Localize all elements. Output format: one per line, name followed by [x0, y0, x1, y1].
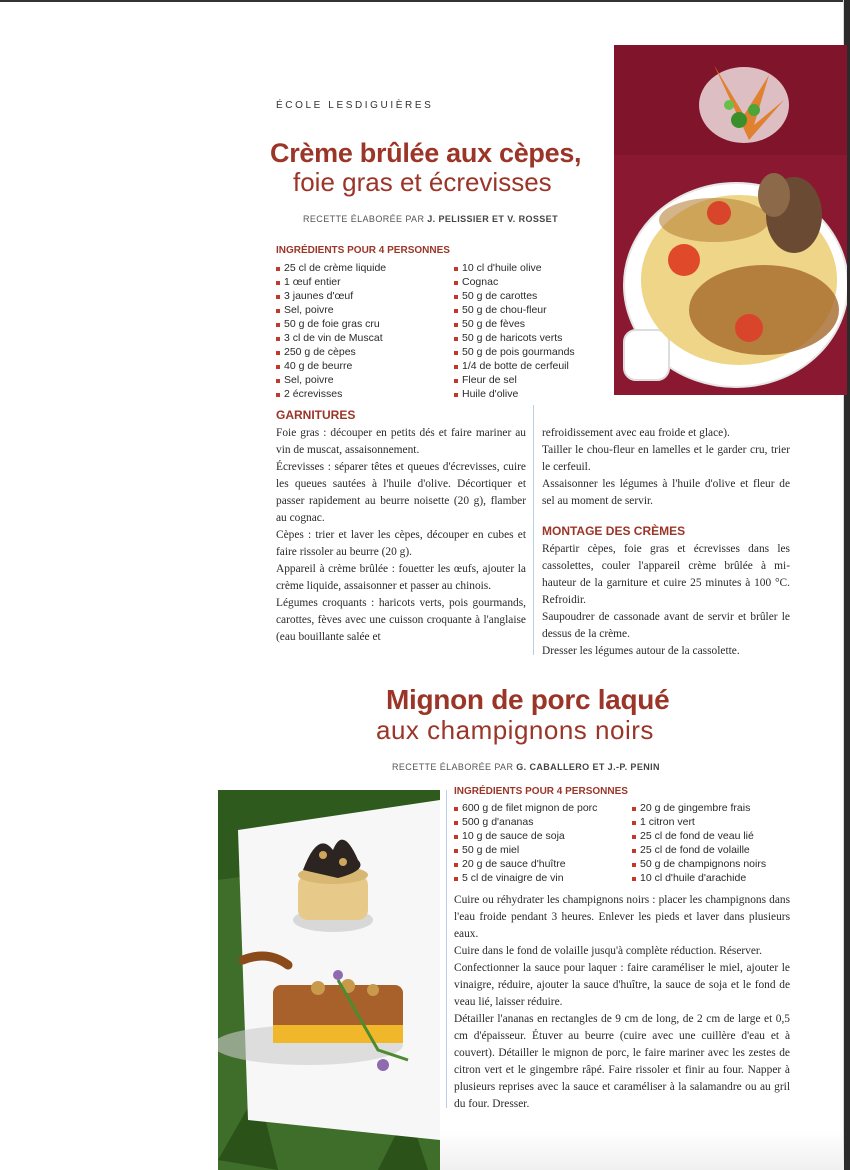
recipe1-subtitle: foie gras et écrevisses — [293, 167, 552, 197]
paragraph: Confectionner la sauce pour laquer : faire caraméliser le miel, ajouter le vinaigre, réduire, ajouter la sauce d'huître, la sauce de soja et le fond de veau lié, laisser réduire. — [454, 962, 790, 1008]
ingredient-item: 50 g de haricots verts — [454, 331, 575, 345]
montage-text — [542, 541, 790, 660]
flower-garnish — [377, 1059, 389, 1071]
column-divider — [446, 790, 447, 1108]
school-name: ÉCOLE LESDIGUIÈRES — [276, 100, 434, 111]
ingredient-item: Sel, poivre — [276, 303, 386, 317]
crayfish-tail — [735, 314, 763, 342]
ingredient-item: 10 g de sauce de soja — [454, 829, 597, 843]
vegetable-glass — [699, 67, 789, 143]
paragraph: Cuire ou réhydrater les champignons noirs : placer les champignons dans l'eau froide pendant 3 heures. Enlever les pieds et laver dans plusieurs eaux. — [454, 894, 790, 940]
cep-mushroom — [758, 173, 790, 217]
paragraph: Tailler le chou-fleur en lamelles et le garder cru, trier le cerfeuil. — [542, 444, 790, 473]
recipe2-steps — [454, 892, 790, 1113]
mushroom-garnish — [311, 981, 325, 995]
garnitures-heading: GARNITURES — [276, 408, 356, 422]
paragraph: Légumes croquants : haricots verts, pois gourmands, carottes, fèves avec une cuisson croquante à l'anglaise (eau bouillante salée et — [276, 597, 526, 643]
crayfish-tail — [707, 201, 731, 225]
ingredient-item: 3 jaunes d'œuf — [276, 289, 386, 303]
page-top-edge — [0, 0, 850, 2]
crayfish-tail — [668, 244, 700, 276]
ingredient-item: 1 citron vert — [632, 815, 766, 829]
ingredient-item: Fleur de sel — [454, 373, 575, 387]
recipe2-ingredients-col2 — [632, 801, 766, 885]
garnitures-text — [276, 425, 526, 646]
recipe1-byline — [303, 214, 558, 224]
ingredient-item: 25 cl de crème liquide — [276, 261, 386, 275]
creme-brulee-photo — [614, 45, 847, 395]
ingredient-item: 2 écrevisses — [276, 387, 386, 401]
byline-prefix: RECETTE ÉLABORÉE PAR — [303, 214, 425, 224]
paragraph: Saupoudrer de cassonade avant de servir et brûler le dessus de la crème. — [542, 611, 790, 640]
paragraph: Répartir cèpes, foie gras et écrevisses dans les cassolettes, couler l'appareil crème brûlée à mi-hauteur de la garniture et cuire 25 minutes à 100 °C. Refroidir. — [542, 543, 790, 606]
garnitures-continued — [542, 425, 790, 510]
recipe1-ingredients-col1 — [276, 261, 386, 401]
byline-authors: G. CABALLERO ET J.-P. PENIN — [516, 762, 660, 772]
ingredient-item: 25 cl de fond de volaille — [632, 843, 766, 857]
ingredient-item: 20 g de gingembre frais — [632, 801, 766, 815]
pineapple-base — [273, 1025, 403, 1043]
ingredient-item: 50 g de miel — [454, 843, 597, 857]
flower-garnish — [333, 970, 343, 980]
pea — [724, 100, 734, 110]
byline-prefix: RECETTE ÉLABORÉE PAR — [392, 762, 514, 772]
ingredient-item: 10 cl d'huile olive — [454, 261, 575, 275]
paragraph: Cèpes : trier et laver les cèpes, découper en cubes et faire rissoler au beurre (20 g). — [276, 529, 526, 558]
scan-shadow — [440, 1130, 844, 1170]
montage-heading: MONTAGE DES CRÈMES — [542, 524, 686, 538]
ingredient-item: 50 g de chou-fleur — [454, 303, 575, 317]
ingredient-item: 50 g de pois gourmands — [454, 345, 575, 359]
recipe1-ingredients-heading: INGRÉDIENTS POUR 4 PERSONNES — [276, 245, 450, 256]
paragraph: Appareil à crème brûlée : fouetter les œufs, ajouter la crème liquide, assaisonner et passer au chinois. — [276, 563, 526, 592]
recipe1-title: Crème brûlée aux cèpes, — [270, 138, 582, 168]
paragraph: Assaisonner les légumes à l'huile d'olive et fleur de sel au moment de servir. — [542, 478, 790, 507]
ingredient-item: Sel, poivre — [276, 373, 386, 387]
paragraph: refroidissement avec eau froide et glace). — [542, 427, 730, 439]
recipe2-subtitle: aux champignons noirs — [376, 715, 654, 745]
recipe2-ingredients-col1 — [454, 801, 597, 885]
ingredient-item: 50 g de fèves — [454, 317, 575, 331]
mushroom-slice — [319, 851, 327, 859]
ingredient-item: 3 cl de vin de Muscat — [276, 331, 386, 345]
mushroom-garnish — [367, 984, 379, 996]
ingredient-item: Cognac — [454, 275, 575, 289]
chervil-leaf — [731, 112, 747, 128]
caramelized-sugar — [689, 265, 839, 355]
ingredient-item: 10 cl d'huile d'arachide — [632, 871, 766, 885]
recipe2-byline — [392, 762, 660, 772]
paragraph: Écrevisses : séparer têtes et queues d'écrevisses, cuire les queues sautées à l'huile d'olive. Décortiquer et passer rapidement au beurre noisette (20 g), flamber au cognac. — [276, 461, 526, 524]
ingredient-item: 500 g d'ananas — [454, 815, 597, 829]
chervil-leaf — [748, 104, 760, 116]
recipe1-ingredients-col2 — [454, 261, 575, 401]
paragraph: Détailler l'ananas en rectangles de 9 cm de long, de 2 cm de large et 0,5 cm d'épaisseur. Étuver au beurre (cuire avec une cuillère d'eau et à couvert). Détailler le mignon de porc, le faire mariner avec les zestes de citron vert et le gingembre râpé. Faire rissoler et finir au four. Napper à plusieurs reprises avec la sauce et caraméliser à la salamandre ou au gril du four. Dresser. — [454, 1013, 790, 1110]
ingredient-item: 1/4 de botte de cerfeuil — [454, 359, 575, 373]
ingredient-item: 50 g de carottes — [454, 289, 575, 303]
paragraph: Cuire dans le fond de volaille jusqu'à complète réduction. Réserver. — [454, 945, 762, 957]
ingredient-item: 40 g de beurre — [276, 359, 386, 373]
ingredient-item: 250 g de cèpes — [276, 345, 386, 359]
ingredient-item: 25 cl de fond de veau lié — [632, 829, 766, 843]
pork-mignon-photo — [218, 790, 440, 1170]
ingredient-item: Huile d'olive — [454, 387, 575, 401]
ingredient-item: 20 g de sauce d'huître — [454, 857, 597, 871]
ingredient-item: 50 g de champignons noirs — [632, 857, 766, 871]
recipe2-ingredients-heading: INGRÉDIENTS POUR 4 PERSONNES — [454, 786, 628, 797]
ingredient-item: 600 g de filet mignon de porc — [454, 801, 597, 815]
paragraph: Dresser les légumes autour de la cassolette. — [542, 645, 740, 657]
ingredient-item: 50 g de foie gras cru — [276, 317, 386, 331]
column-divider — [533, 405, 534, 655]
mushroom-slice — [339, 858, 347, 866]
byline-authors: J. PELISSIER ET V. ROSSET — [427, 214, 558, 224]
paragraph: Foie gras : découper en petits dés et faire mariner au vin de muscat, assaisonnement. — [276, 427, 526, 456]
ingredient-item: 5 cl de vinaigre de vin — [454, 871, 597, 885]
recipe2-title: Mignon de porc laqué — [386, 684, 670, 715]
ramekin-handle — [624, 330, 669, 380]
ingredient-item: 1 œuf entier — [276, 275, 386, 289]
